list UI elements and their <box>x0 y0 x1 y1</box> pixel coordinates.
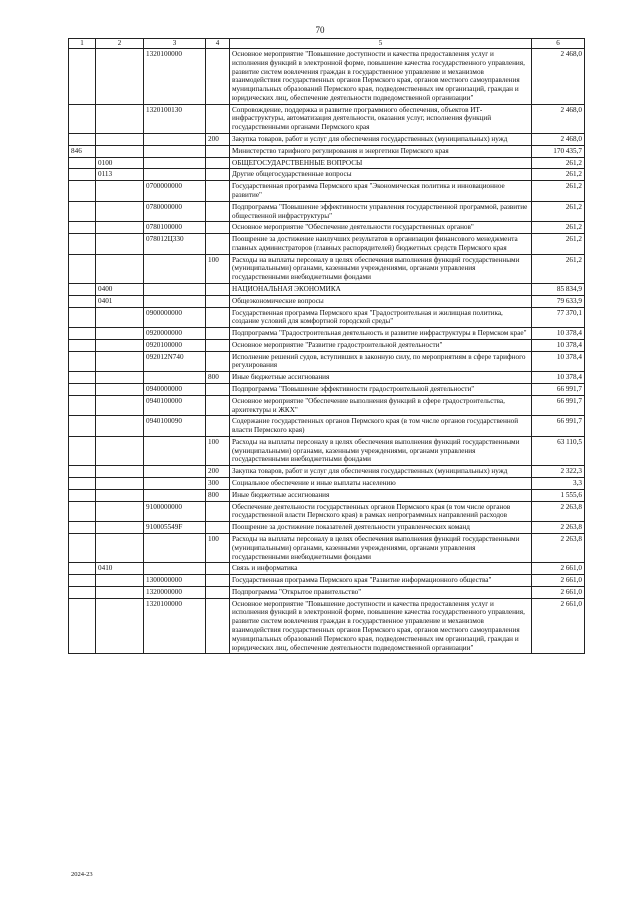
cell-target-code: 0940100000 <box>144 395 206 416</box>
cell-description: Поощрение за достижение наилучших результатов в организации финансового менеджмента главных администраторов (главных распорядителей) бюджетных средств Пермского края <box>230 234 532 255</box>
cell-amount: 66 991,7 <box>532 395 585 416</box>
cell-section-code <box>96 436 144 465</box>
cell-expense-type <box>206 295 230 307</box>
cell-amount: 2 661,0 <box>532 586 585 598</box>
cell-target-code: 1320100130 <box>144 104 206 133</box>
cell-admin-code <box>69 201 96 222</box>
cell-expense-type: 200 <box>206 134 230 146</box>
cell-amount: 10 378,4 <box>532 339 585 351</box>
cell-amount: 170 435,7 <box>532 145 585 157</box>
cell-admin-code <box>69 104 96 133</box>
cell-expense-type <box>206 563 230 575</box>
budget-table <box>68 38 585 654</box>
cell-section-code <box>96 501 144 522</box>
footer-code: 2024-23 <box>71 871 93 878</box>
cell-amount: 79 633,9 <box>532 295 585 307</box>
cell-expense-type <box>206 586 230 598</box>
cell-expense-type: 100 <box>206 436 230 465</box>
cell-expense-type <box>206 157 230 169</box>
cell-description: Расходы на выплаты персоналу в целях обеспечения выполнения функций государственными (муниципальными) органами, казенными учреждениями, органами управления государственными внебюджетными фондами <box>230 254 532 283</box>
cell-admin-code <box>69 575 96 587</box>
cell-description: Подпрограмма "Повышение эффективности градостроительной деятельности" <box>230 384 532 396</box>
cell-amount: 2 468,0 <box>532 104 585 133</box>
cell-amount: 85 834,9 <box>532 283 585 295</box>
table-row <box>69 598 585 654</box>
table-row <box>69 254 585 283</box>
cell-target-code: 9100000000 <box>144 501 206 522</box>
cell-section-code <box>96 372 144 384</box>
cell-admin-code <box>69 501 96 522</box>
cell-admin-code: 846 <box>69 145 96 157</box>
cell-amount: 261,2 <box>532 181 585 202</box>
cell-target-code: 1320000000 <box>144 586 206 598</box>
cell-admin-code <box>69 328 96 340</box>
cell-section-code <box>96 416 144 437</box>
cell-section-code <box>96 145 144 157</box>
cell-target-code: 0940000000 <box>144 384 206 396</box>
cell-description: Связь и информатика <box>230 563 532 575</box>
table-row <box>69 533 585 562</box>
cell-target-code: 0700000000 <box>144 181 206 202</box>
cell-amount: 2 263,8 <box>532 501 585 522</box>
cell-expense-type <box>206 501 230 522</box>
cell-expense-type <box>206 395 230 416</box>
cell-admin-code <box>69 478 96 490</box>
cell-description: Социальное обеспечение и иные выплаты населению <box>230 478 532 490</box>
cell-section-code <box>96 522 144 534</box>
cell-admin-code <box>69 254 96 283</box>
cell-amount: 1 555,6 <box>532 489 585 501</box>
cell-target-code <box>144 134 206 146</box>
header-cell: 1 <box>69 39 96 49</box>
cell-expense-type <box>206 104 230 133</box>
cell-admin-code <box>69 49 96 105</box>
cell-admin-code <box>69 522 96 534</box>
cell-admin-code <box>69 586 96 598</box>
cell-target-code: 0940100090 <box>144 416 206 437</box>
cell-description: Государственная программа Пермского края "Градостроительная и жилищная политика, создание условий для комфортной городской среды" <box>230 307 532 328</box>
table-row <box>69 489 585 501</box>
cell-admin-code <box>69 234 96 255</box>
cell-amount: 2 468,0 <box>532 134 585 146</box>
cell-section-code <box>96 351 144 372</box>
table-row <box>69 307 585 328</box>
cell-description: Обеспечение деятельности государственных органов Пермского края (в том числе органов государственной власти Пермского края) в рамках непрограммных направлений расходов <box>230 501 532 522</box>
table-row <box>69 234 585 255</box>
cell-description: Государственная программа Пермского края "Развитие информационного общества" <box>230 575 532 587</box>
cell-admin-code <box>69 372 96 384</box>
cell-section-code <box>96 181 144 202</box>
page-number: 70 <box>315 25 325 35</box>
cell-amount: 3,3 <box>532 478 585 490</box>
cell-description: Основное мероприятие "Повышение доступности и качества предоставления услуг и исполнения функций в электронной форме, повышение качества государственного управления, развитие систем вовлечения граждан в государственное управление и механизмов взаимодействия государственных органов Пермского края, органов местного самоуправления муниципальных образований Пермского края, подведомственных им организаций, граждан и юридических лиц, обеспечение деятельности подведомственной организации" <box>230 49 532 105</box>
cell-description: Иные бюджетные ассигнования <box>230 489 532 501</box>
cell-expense-type <box>206 328 230 340</box>
cell-section-code <box>96 478 144 490</box>
cell-section-code: 0410 <box>96 563 144 575</box>
cell-expense-type <box>206 222 230 234</box>
table-row <box>69 222 585 234</box>
table-header-row <box>69 39 585 49</box>
cell-description: Государственная программа Пермского края "Экономическая политика и инновационное развитие" <box>230 181 532 202</box>
cell-expense-type <box>206 416 230 437</box>
cell-section-code <box>96 384 144 396</box>
cell-description: Расходы на выплаты персоналу в целях обеспечения выполнения функций государственными (муниципальными) органами, казенными учреждениями, органами управления государственными внебюджетными фондами <box>230 436 532 465</box>
cell-description: Подпрограмма "Градостроительная деятельность и развитие инфраструктуры в Пермском крае" <box>230 328 532 340</box>
cell-target-code: 1320100000 <box>144 49 206 105</box>
cell-section-code <box>96 134 144 146</box>
cell-description: Основное мероприятие "Повышение доступности и качества предоставления услуг и исполнения функций в электронной форме, повышение качества государственного управления, развитие систем вовлечения граждан в государственное управление и механизмов взаимодействия государственных органов Пермского края, органов местного самоуправления муниципальных образований Пермского края, подведомственных им организаций, граждан и юридических лиц, обеспечение деятельности подведомственной организации" <box>230 598 532 654</box>
cell-section-code <box>96 489 144 501</box>
cell-amount: 2 661,0 <box>532 575 585 587</box>
cell-target-code <box>144 372 206 384</box>
table-row <box>69 157 585 169</box>
cell-section-code: 0113 <box>96 169 144 181</box>
cell-description: Другие общегосударственные вопросы <box>230 169 532 181</box>
cell-expense-type <box>206 145 230 157</box>
table-row <box>69 466 585 478</box>
table-row <box>69 478 585 490</box>
header-cell: 3 <box>144 39 206 49</box>
cell-amount: 10 378,4 <box>532 372 585 384</box>
header-cell: 5 <box>230 39 532 49</box>
cell-target-code: 092012N740 <box>144 351 206 372</box>
cell-admin-code <box>69 466 96 478</box>
cell-section-code <box>96 234 144 255</box>
cell-amount: 2 661,0 <box>532 563 585 575</box>
table-row <box>69 169 585 181</box>
cell-description: Исполнение решений судов, вступивших в законную силу, по мероприятиям в сфере тарифного регулирования <box>230 351 532 372</box>
cell-target-code: 0780000000 <box>144 201 206 222</box>
cell-target-code: 078012Ц330 <box>144 234 206 255</box>
cell-section-code: 0401 <box>96 295 144 307</box>
cell-amount: 2 661,0 <box>532 598 585 654</box>
cell-expense-type: 100 <box>206 533 230 562</box>
cell-description: Подпрограмма "Повышение эффективности управления государственной программой, развитие общественной инфраструктуры" <box>230 201 532 222</box>
cell-amount: 2 263,8 <box>532 522 585 534</box>
cell-description: Основное мероприятие "Развитие градостроительной деятельности" <box>230 339 532 351</box>
cell-description: Иные бюджетные ассигнования <box>230 372 532 384</box>
header-cell: 6 <box>532 39 585 49</box>
table-row <box>69 134 585 146</box>
cell-expense-type: 100 <box>206 254 230 283</box>
cell-target-code <box>144 157 206 169</box>
cell-admin-code <box>69 134 96 146</box>
cell-target-code: 910005549F <box>144 522 206 534</box>
table-row <box>69 522 585 534</box>
cell-target-code <box>144 478 206 490</box>
cell-admin-code <box>69 307 96 328</box>
cell-description: Общеэкономические вопросы <box>230 295 532 307</box>
cell-target-code: 0780100000 <box>144 222 206 234</box>
cell-description: ОБЩЕГОСУДАРСТВЕННЫЕ ВОПРОСЫ <box>230 157 532 169</box>
table-row <box>69 395 585 416</box>
cell-section-code: 0100 <box>96 157 144 169</box>
cell-target-code: 0900000000 <box>144 307 206 328</box>
cell-description: Основное мероприятие "Обеспечение выполнения функций в сфере градостроительства, архитектуры и ЖКХ" <box>230 395 532 416</box>
cell-expense-type <box>206 169 230 181</box>
cell-admin-code <box>69 157 96 169</box>
table-row <box>69 104 585 133</box>
table-row <box>69 586 585 598</box>
cell-target-code <box>144 436 206 465</box>
cell-section-code <box>96 222 144 234</box>
cell-admin-code <box>69 295 96 307</box>
cell-amount: 66 991,7 <box>532 384 585 396</box>
cell-amount: 261,2 <box>532 157 585 169</box>
cell-target-code <box>144 283 206 295</box>
table-row <box>69 339 585 351</box>
cell-expense-type: 300 <box>206 478 230 490</box>
cell-section-code <box>96 328 144 340</box>
cell-description: Поощрение за достижение показателей деятельности управленческих команд <box>230 522 532 534</box>
cell-admin-code <box>69 436 96 465</box>
cell-target-code: 1320100000 <box>144 598 206 654</box>
cell-admin-code <box>69 384 96 396</box>
cell-expense-type <box>206 351 230 372</box>
cell-target-code <box>144 489 206 501</box>
cell-expense-type <box>206 598 230 654</box>
cell-section-code <box>96 466 144 478</box>
cell-amount: 261,2 <box>532 254 585 283</box>
cell-description: Закупка товаров, работ и услуг для обеспечения государственных (муниципальных) нужд <box>230 466 532 478</box>
cell-target-code <box>144 254 206 283</box>
cell-amount: 261,2 <box>532 201 585 222</box>
cell-target-code <box>144 169 206 181</box>
cell-target-code: 0920000000 <box>144 328 206 340</box>
cell-section-code: 0400 <box>96 283 144 295</box>
cell-amount: 77 370,1 <box>532 307 585 328</box>
table-row <box>69 384 585 396</box>
cell-section-code <box>96 586 144 598</box>
cell-section-code <box>96 575 144 587</box>
cell-amount: 2 263,8 <box>532 533 585 562</box>
cell-section-code <box>96 533 144 562</box>
table-row <box>69 416 585 437</box>
table-row <box>69 283 585 295</box>
cell-expense-type <box>206 283 230 295</box>
table-row <box>69 295 585 307</box>
table-row <box>69 501 585 522</box>
cell-admin-code <box>69 563 96 575</box>
cell-target-code <box>144 533 206 562</box>
cell-expense-type <box>206 339 230 351</box>
cell-expense-type <box>206 307 230 328</box>
cell-section-code <box>96 49 144 105</box>
cell-amount: 10 378,4 <box>532 351 585 372</box>
cell-target-code <box>144 295 206 307</box>
cell-amount: 261,2 <box>532 169 585 181</box>
table-row <box>69 575 585 587</box>
cell-admin-code <box>69 533 96 562</box>
cell-expense-type <box>206 201 230 222</box>
cell-description: Содержание государственных органов Пермского края (в том числе органов государственной власти Пермского края) <box>230 416 532 437</box>
cell-description: Сопровождение, поддержка и развитие программного обеспечения, объектов ИТ-инфраструктуры, автоматизация деятельности, оказания услуг, исполнения функций государственными органами Пермского края <box>230 104 532 133</box>
cell-section-code <box>96 339 144 351</box>
cell-amount: 10 378,4 <box>532 328 585 340</box>
cell-expense-type <box>206 575 230 587</box>
cell-admin-code <box>69 283 96 295</box>
cell-target-code <box>144 466 206 478</box>
cell-amount: 63 110,5 <box>532 436 585 465</box>
cell-admin-code <box>69 598 96 654</box>
table-row <box>69 563 585 575</box>
cell-amount: 66 991,7 <box>532 416 585 437</box>
cell-description: Расходы на выплаты персоналу в целях обеспечения выполнения функций государственными (муниципальными) органами, казенными учреждениями, органами управления государственными внебюджетными фондами <box>230 533 532 562</box>
cell-expense-type <box>206 49 230 105</box>
cell-section-code <box>96 307 144 328</box>
cell-target-code <box>144 145 206 157</box>
cell-expense-type: 800 <box>206 372 230 384</box>
cell-amount: 261,2 <box>532 234 585 255</box>
cell-admin-code <box>69 489 96 501</box>
cell-admin-code <box>69 181 96 202</box>
cell-section-code <box>96 395 144 416</box>
table-row <box>69 351 585 372</box>
cell-description: Основное мероприятие "Обеспечение деятельности государственных органов" <box>230 222 532 234</box>
cell-section-code <box>96 104 144 133</box>
cell-expense-type <box>206 181 230 202</box>
cell-amount: 2 468,0 <box>532 49 585 105</box>
cell-admin-code <box>69 395 96 416</box>
cell-section-code <box>96 254 144 283</box>
cell-amount: 2 322,3 <box>532 466 585 478</box>
cell-expense-type: 800 <box>206 489 230 501</box>
cell-admin-code <box>69 351 96 372</box>
cell-admin-code <box>69 169 96 181</box>
cell-description: Подпрограмма "Открытое правительство" <box>230 586 532 598</box>
table-row <box>69 145 585 157</box>
cell-description: НАЦИОНАЛЬНАЯ ЭКОНОМИКА <box>230 283 532 295</box>
cell-admin-code <box>69 222 96 234</box>
table-row <box>69 49 585 105</box>
cell-expense-type: 200 <box>206 466 230 478</box>
header-cell: 2 <box>96 39 144 49</box>
cell-expense-type <box>206 234 230 255</box>
cell-section-code <box>96 201 144 222</box>
table-row <box>69 201 585 222</box>
cell-amount: 261,2 <box>532 222 585 234</box>
header-cell: 4 <box>206 39 230 49</box>
cell-target-code: 0920100000 <box>144 339 206 351</box>
table-row <box>69 181 585 202</box>
table-row <box>69 328 585 340</box>
cell-description: Министерство тарифного регулирования и энергетики Пермского края <box>230 145 532 157</box>
cell-expense-type <box>206 522 230 534</box>
cell-expense-type <box>206 384 230 396</box>
cell-target-code <box>144 563 206 575</box>
table-row <box>69 436 585 465</box>
table-row <box>69 372 585 384</box>
cell-description: Закупка товаров, работ и услуг для обеспечения государственных (муниципальных) нужд <box>230 134 532 146</box>
cell-admin-code <box>69 416 96 437</box>
cell-admin-code <box>69 339 96 351</box>
cell-section-code <box>96 598 144 654</box>
cell-target-code: 1300000000 <box>144 575 206 587</box>
